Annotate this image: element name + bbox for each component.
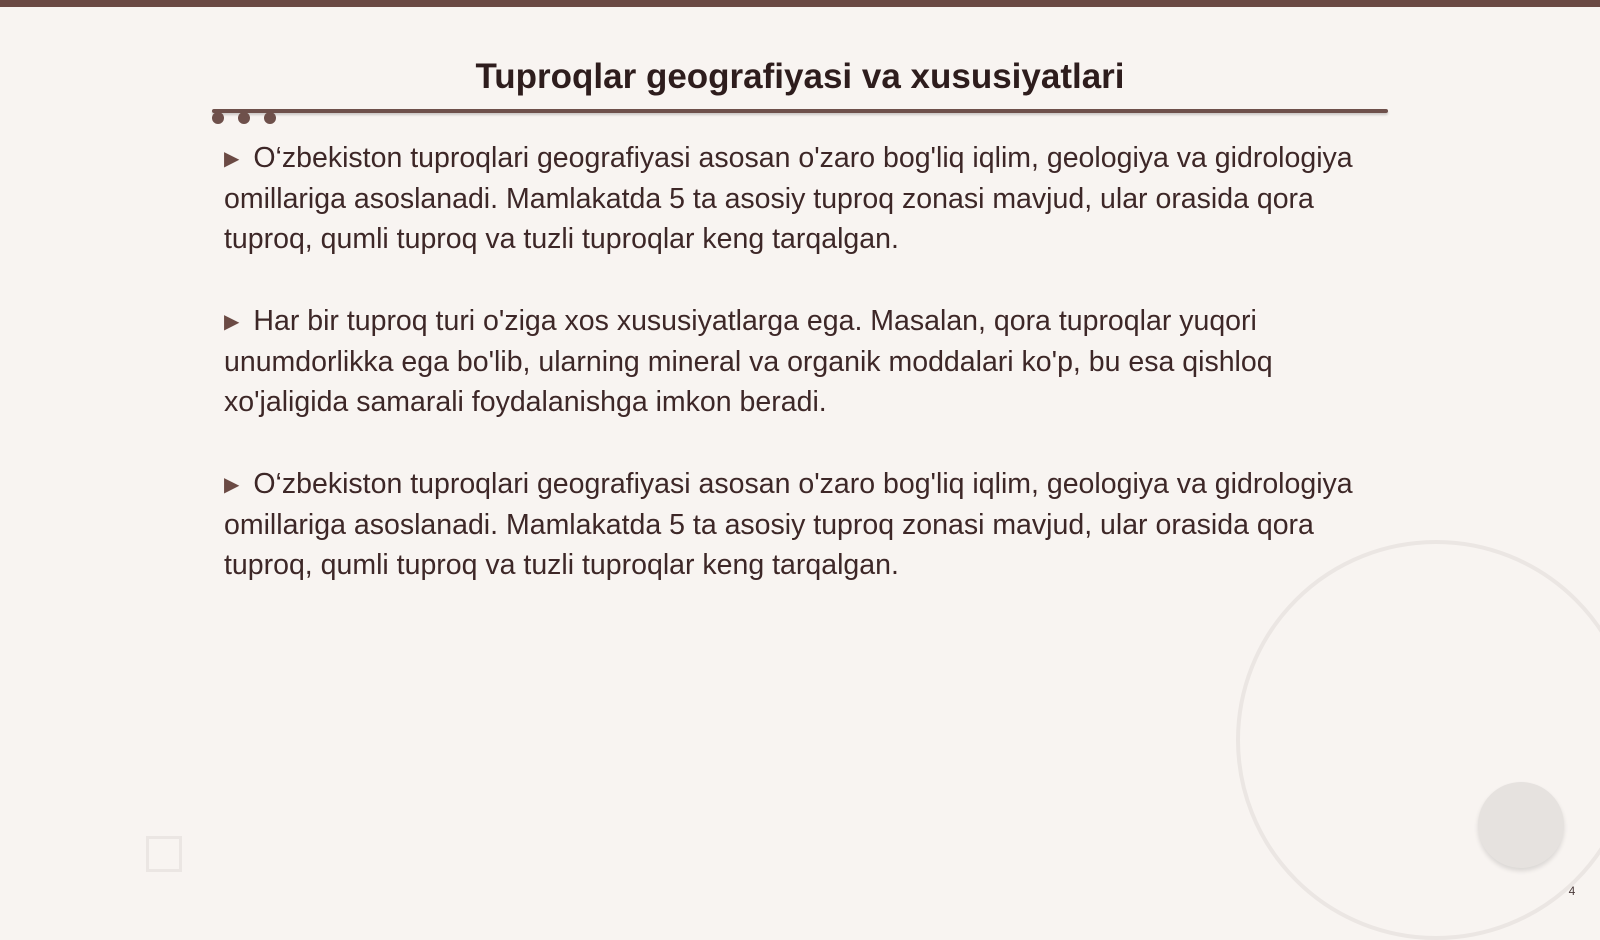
paragraph-text: O‘zbekiston tuproqlari geografiyasi asosan o'zaro bog'liq iqlim, geologiya va gidrologiya omillariga asoslanadi. Mamlakatda 5 ta asosiy tuproq zonasi mavjud, ular orasida qora tuproq, qumli tuproq va tuzli tuproqlar keng tarqalgan. xyxy=(224,142,1353,255)
bullet-paragraph xyxy=(224,138,1374,259)
slide-body xyxy=(224,138,1374,627)
bullet-paragraph xyxy=(224,464,1374,585)
slide-title: Tuproqlar geografiyasi va xususiyatlari xyxy=(475,57,1125,96)
triangle-bullet-icon: ▶ xyxy=(224,311,240,333)
paragraph-text: O‘zbekiston tuproqlari geografiyasi asosan o'zaro bog'liq iqlim, geologiya va gidrologiya omillariga asoslanadi. Mamlakatda 5 ta asosiy tuproq zonasi mavjud, ular orasida qora tuproq, qumli tuproq va tuzli tuproqlar keng tarqalgan. xyxy=(224,468,1353,581)
bullet-paragraph xyxy=(224,301,1374,422)
slide-page-number: 4 xyxy=(1568,884,1576,898)
decorative-circle xyxy=(1478,782,1564,868)
paragraph-text: Har bir tuproq turi o'ziga xos xususiyatlarga ega. Masalan, qora tuproqlar yuqori unumdorlikka ega bo'lib, ularning mineral va organik moddalari ko'p, bu esa qishloq xo'jaligida samarali foydalanishga imkon beradi. xyxy=(224,305,1273,418)
decorative-dot xyxy=(238,112,250,124)
decorative-dot xyxy=(212,112,224,124)
decorative-square xyxy=(146,836,182,872)
top-accent-bar xyxy=(0,0,1600,7)
title-underline xyxy=(212,109,1388,113)
triangle-bullet-icon: ▶ xyxy=(224,474,240,496)
decorative-dot xyxy=(264,112,276,124)
title-dots xyxy=(212,112,276,124)
triangle-bullet-icon: ▶ xyxy=(224,148,240,170)
